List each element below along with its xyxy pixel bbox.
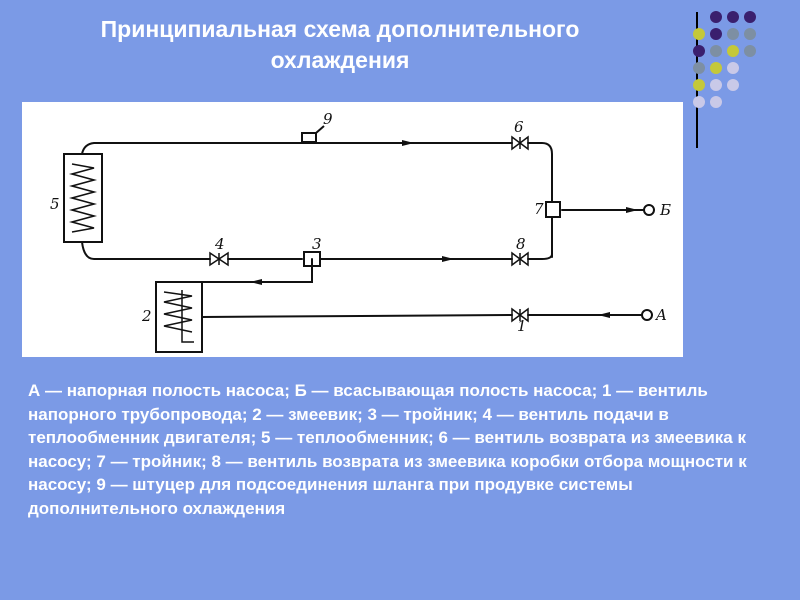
label-1: 1 <box>517 317 527 335</box>
label-6: 6 <box>514 118 524 136</box>
decorative-dot <box>693 45 705 57</box>
decorative-dot <box>693 79 705 91</box>
decorative-dot <box>744 28 756 40</box>
decorative-dot <box>727 11 739 23</box>
label-4: 4 <box>215 235 225 253</box>
label-5: 5 <box>50 195 60 213</box>
right-upper-pipe <box>528 143 552 202</box>
schematic-svg <box>22 102 683 357</box>
label-3: 3 <box>312 235 322 253</box>
legend-caption: А — напорная полость насоса; Б — всасывающая полость насоса; 1 — вентиль напорного трубопровода; 2 — змеевик; 3 — тройник; 4 — вентиль подачи в теплообменник двигателя; 5 — теплообменник; 6 — вентиль возврата из змеевика к насосу; 7 — тройник; 8 — вентиль возврата из змеевика коробки отбора мощности к насосу; 9 — штуцер для подсоединения шланга при продувке системы дополнительного охлаждения <box>28 381 747 518</box>
decorative-dot <box>727 45 739 57</box>
heat-exchanger-5 <box>64 154 102 242</box>
coil-2 <box>156 282 202 352</box>
decorative-dot <box>710 45 722 57</box>
middle-left-pipe <box>82 242 210 259</box>
port-b-marker <box>644 205 654 215</box>
fitting-9 <box>302 126 324 142</box>
label-2: 2 <box>142 307 152 325</box>
label-8: 8 <box>516 235 526 253</box>
decorative-dot <box>710 62 722 74</box>
label-port-a: A <box>656 306 667 324</box>
decorative-dot <box>710 79 722 91</box>
label-9: 9 <box>323 110 333 128</box>
decorative-dot <box>693 28 705 40</box>
valve-6 <box>512 137 528 149</box>
flow-arrow-a <box>598 312 610 318</box>
decorative-dot <box>693 62 705 74</box>
flow-arrow-middle <box>442 256 454 262</box>
decorative-dot <box>744 11 756 23</box>
port-a-marker <box>642 310 652 320</box>
valve-8 <box>512 253 528 265</box>
slide-title <box>20 14 660 76</box>
label-7: 7 <box>534 200 544 218</box>
slide-title-line-2: охлаждения <box>270 47 410 73</box>
flow-arrow-b <box>626 207 638 213</box>
slide-title-line-1: Принципиальная схема дополнительного <box>100 16 580 42</box>
decorative-dot <box>727 79 739 91</box>
decorative-dot <box>727 28 739 40</box>
decorative-dot <box>744 45 756 57</box>
top-return-pipe <box>82 143 512 154</box>
cooling-schematic <box>22 102 683 357</box>
decorative-dot <box>727 62 739 74</box>
decorative-vertical-line <box>696 12 698 148</box>
label-port-b: Б <box>660 201 672 219</box>
tee-7 <box>546 202 560 217</box>
valve-4 <box>210 253 228 265</box>
flow-arrow-top <box>402 140 414 146</box>
decorative-dot <box>693 96 705 108</box>
decorative-dot <box>710 11 722 23</box>
flow-arrow-coil <box>250 279 262 285</box>
decorative-dot <box>710 28 722 40</box>
decorative-dot <box>710 96 722 108</box>
pressure-pipe <box>202 315 512 317</box>
middle-end-pipe <box>528 254 552 259</box>
